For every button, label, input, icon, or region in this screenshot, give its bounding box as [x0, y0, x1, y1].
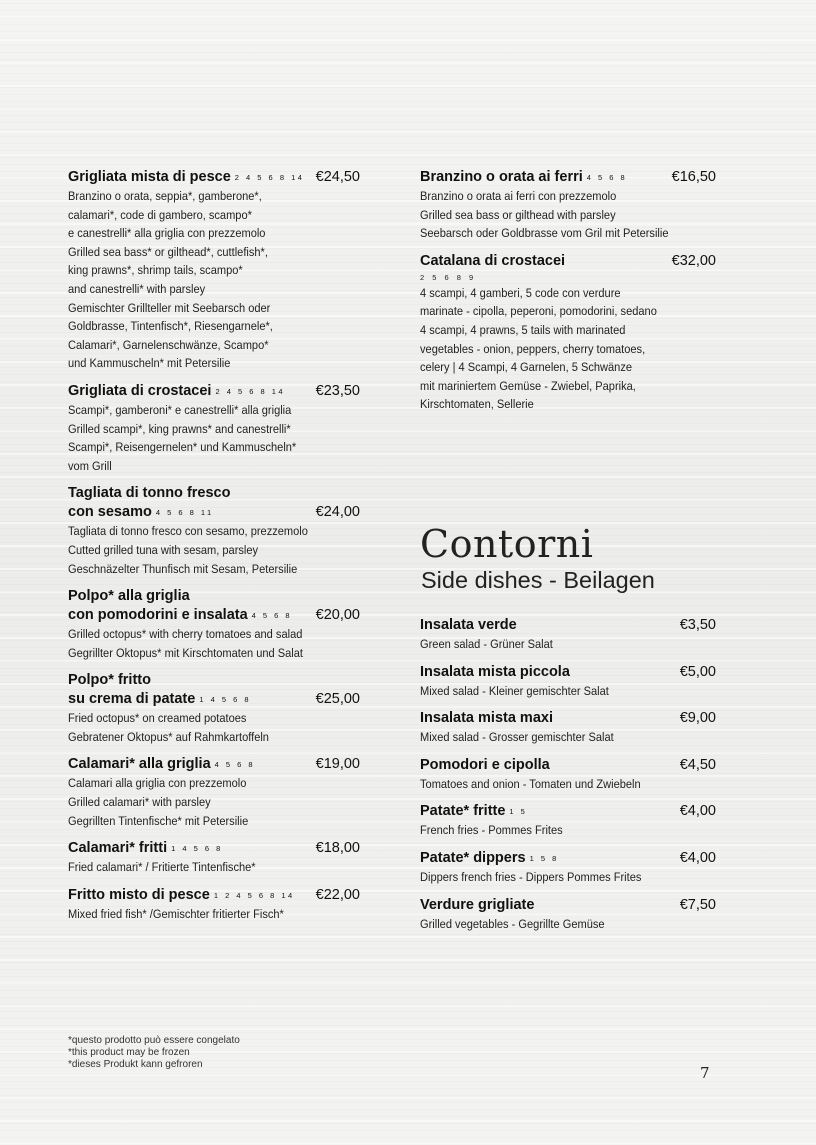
dish-price: €9,00	[679, 710, 716, 727]
dish-header	[68, 839, 360, 858]
menu-item	[68, 484, 360, 578]
dish-name: Fritto misto di pesce	[68, 886, 210, 903]
dish-description: Branzino o orata ai ferri con prezzemolo Grilled sea bass or gilthead with parsley Seebarsch oder Goldbrasse vom Gril mit Petersilie	[420, 189, 669, 241]
dish-description: Mixed salad - Grosser gemischter Salat	[420, 730, 614, 745]
allergen-codes: 1 2 4 5 6 8 14	[213, 890, 295, 900]
dish-name-line: Polpo* fritto	[68, 672, 151, 689]
dish-header	[68, 606, 360, 625]
menu-item	[420, 896, 716, 934]
dish-name: Grigliata di crostacei	[68, 382, 212, 399]
dish-price: €25,00	[315, 691, 360, 708]
dish-price: €4,00	[679, 849, 716, 866]
right-menu-column	[420, 168, 716, 423]
dish-description: Green salad - Grüner Salat	[420, 637, 553, 651]
dish-price: €22,00	[315, 886, 360, 903]
dish-name: Branzino o orata ai ferri	[420, 169, 583, 185]
dish-header	[420, 849, 716, 868]
dish-name-group	[68, 606, 292, 625]
dish-name-group	[68, 168, 304, 187]
allergen-codes: 1 5 8	[529, 853, 559, 863]
dish-price: €18,00	[315, 840, 360, 857]
menu-item	[420, 802, 716, 840]
dish-name: Patate* dippers	[420, 849, 526, 866]
allergen-codes: 2 5 6 8 9	[420, 272, 477, 282]
dish-header	[68, 690, 360, 709]
dish-name: Insalata mista maxi	[420, 710, 553, 727]
dish-description: Fried calamari* / Fritierte Tintenfische*	[68, 860, 256, 875]
dish-name-group	[420, 896, 534, 915]
menu-item	[420, 663, 716, 701]
dish-name: Insalata mista piccola	[420, 663, 570, 680]
dish-header	[420, 168, 716, 187]
allergen-codes: 1 4 5 6 8	[199, 695, 252, 705]
dish-header	[420, 802, 716, 821]
dish-description: Mixed fried fish* /Gemischter fritierter Fisch*	[68, 906, 284, 921]
allergen-codes: 2 4 5 6 8 14	[234, 173, 305, 182]
dish-header	[68, 886, 360, 905]
dish-name-group	[68, 382, 285, 401]
dish-price: €4,50	[679, 756, 716, 773]
dish-header	[68, 755, 360, 774]
dish-description: Mixed salad - Kleiner gemischter Salat	[420, 683, 609, 698]
dish-description: Calamari alla griglia con prezzemolo Grilled calamari* with parsley Gegrillten Tintenfische* mit Petersilie	[68, 776, 249, 828]
page-number: 7	[700, 1064, 710, 1082]
dish-name-group	[420, 709, 553, 728]
section-subtitle: Side dishes - Beilagen	[421, 567, 655, 593]
dish-price: €24,00	[315, 504, 360, 521]
allergen-codes: 1 4 5 6 8	[171, 844, 223, 854]
menu-item	[420, 168, 716, 243]
dish-name: Calamari* alla griglia	[68, 756, 211, 773]
menu-item	[68, 671, 360, 746]
dish-header	[68, 503, 360, 522]
dish-description: Tomatoes and onion - Tomaten und Zwiebeln	[420, 776, 641, 791]
footnote-it: *questo prodotto può essere congelato	[68, 1035, 240, 1046]
dish-price: €20,00	[315, 607, 360, 624]
dish-description: Scampi*, gamberoni* e canestrelli* alla griglia Grilled scampi*, king prawns* and canestrelli* Scampi*, Reisengernelen* und Kammuscheln* vom Grill	[68, 402, 297, 473]
allergen-codes: 4 5 6 8	[214, 760, 256, 770]
dish-price: €23,50	[315, 382, 360, 399]
dish-name: con pomodorini e insalata	[68, 607, 248, 624]
footnotes	[68, 1035, 368, 1071]
dish-name: Catalana di crostacei	[420, 252, 566, 269]
dish-name-group	[420, 252, 565, 271]
dish-price: €3,50	[679, 617, 716, 633]
dish-name: Calamari* fritti	[68, 840, 168, 857]
dish-description: Fried octopus* on creamed potatoes Gebratener Oktopus* auf Rahmkartoffeln	[68, 711, 269, 744]
dish-name-group	[420, 849, 559, 868]
allergen-codes: 1 5	[509, 807, 528, 817]
dish-name-group	[420, 663, 570, 682]
dish-description: Grilled octopus* with cherry tomatoes and salad Gegrillter Oktopus* mit Kirschtomaten und Salat	[68, 627, 303, 660]
dish-description: Dippers french fries - Dippers Pommes Frites	[420, 869, 642, 884]
dish-price: €7,50	[679, 896, 716, 913]
dish-name-group	[420, 756, 550, 775]
dish-description: Branzino o orata, seppia*, gamberone*, calamari*, code di gambero, scampo* e canestrelli* alla griglia con prezzemolo Grilled sea bass* or gilthead*, cuttlefish*, king prawns*, shrimp tails, scampo* and canestrelli* with parsley Gemischter Grillteller mit Seebarsch oder Goldbrasse, Tintenfisch*, Riesengarnele*, Calamari*, Garnelenschwänze, Scampo* und Kammuscheln* mit Petersilie	[68, 189, 273, 371]
section-title: Contorni	[420, 522, 594, 566]
dish-price: €19,00	[315, 756, 360, 773]
dish-header	[68, 168, 360, 187]
dish-name-group	[420, 616, 517, 635]
allergen-codes: 2 4 5 6 8 14	[215, 386, 286, 396]
dish-name-group	[68, 755, 255, 774]
dish-price: €5,00	[679, 663, 716, 680]
dish-header	[420, 663, 716, 682]
dish-price: €4,00	[679, 803, 716, 820]
dish-header	[420, 896, 716, 915]
dish-name-group	[68, 690, 251, 709]
left-menu-column	[68, 168, 360, 932]
dish-name-line: Polpo* alla griglia	[68, 588, 190, 605]
dish-price: €16,50	[671, 169, 716, 185]
menu-item	[68, 755, 360, 830]
menu-item	[420, 709, 716, 747]
dish-header	[420, 616, 716, 635]
dish-name: Insalata verde	[420, 617, 517, 633]
footnote-en: *this product may be frozen	[68, 1047, 190, 1058]
dish-name-group	[68, 503, 214, 522]
dish-price: €32,00	[671, 252, 716, 269]
dish-name-group	[68, 839, 223, 858]
dish-name-group	[420, 168, 627, 187]
dish-header	[68, 382, 360, 401]
menu-item	[68, 168, 360, 373]
dish-description: Tagliata di tonno fresco con sesamo, prezzemolo Cutted grilled tuna with sesam, parsley Geschnäzelter Thunfisch mit Sesam, Petersilie	[68, 524, 308, 576]
dish-name: Pomodori e cipolla	[420, 756, 550, 773]
menu-item	[420, 252, 716, 414]
menu-item	[68, 886, 360, 924]
menu-item	[420, 849, 716, 887]
dish-name-line: Tagliata di tonno fresco	[68, 485, 231, 502]
dish-header	[420, 709, 716, 728]
allergen-codes: 4 5 6 8	[586, 173, 628, 182]
dish-name: su crema di patate	[68, 691, 196, 708]
dish-name-group	[68, 886, 295, 905]
menu-item	[68, 587, 360, 662]
dish-header	[420, 756, 716, 775]
dish-price: €24,50	[315, 169, 360, 185]
dish-description: 4 scampi, 4 gamberi, 5 code con verdure marinate - cipolla, peperoni, pomodorini, sedano 4 scampi, 4 prawns, 5 tails with marinated vegetables - onion, peppers, cherry tomatoes, celery | 4 Scampi, 4 Garnelen, 5 Schwänze mit mariniertem Gemüse - Zwiebel, Paprika, Kirschtomaten, Sellerie	[420, 285, 657, 412]
dish-description: Grilled vegetables - Gegrillte Gemüse	[420, 916, 605, 931]
dish-name-group	[420, 802, 527, 821]
menu-item	[420, 756, 716, 794]
menu-item	[420, 616, 716, 654]
dish-header	[420, 252, 716, 271]
menu-item	[68, 382, 360, 475]
menu-item	[68, 839, 360, 877]
allergen-codes: 4 5 6 8	[251, 611, 293, 621]
dish-name: Patate* fritte	[420, 803, 506, 820]
footnote-de: *dieses Produkt kann gefroren	[68, 1059, 203, 1070]
dish-name: con sesamo	[68, 504, 152, 521]
allergen-codes: 4 5 6 8 11	[155, 508, 214, 518]
side-dishes-column	[420, 616, 716, 942]
dish-name: Verdure grigliate	[420, 896, 535, 913]
dish-name: Grigliata mista di pesce	[68, 169, 231, 185]
dish-description: French fries - Pommes Frites	[420, 823, 563, 838]
